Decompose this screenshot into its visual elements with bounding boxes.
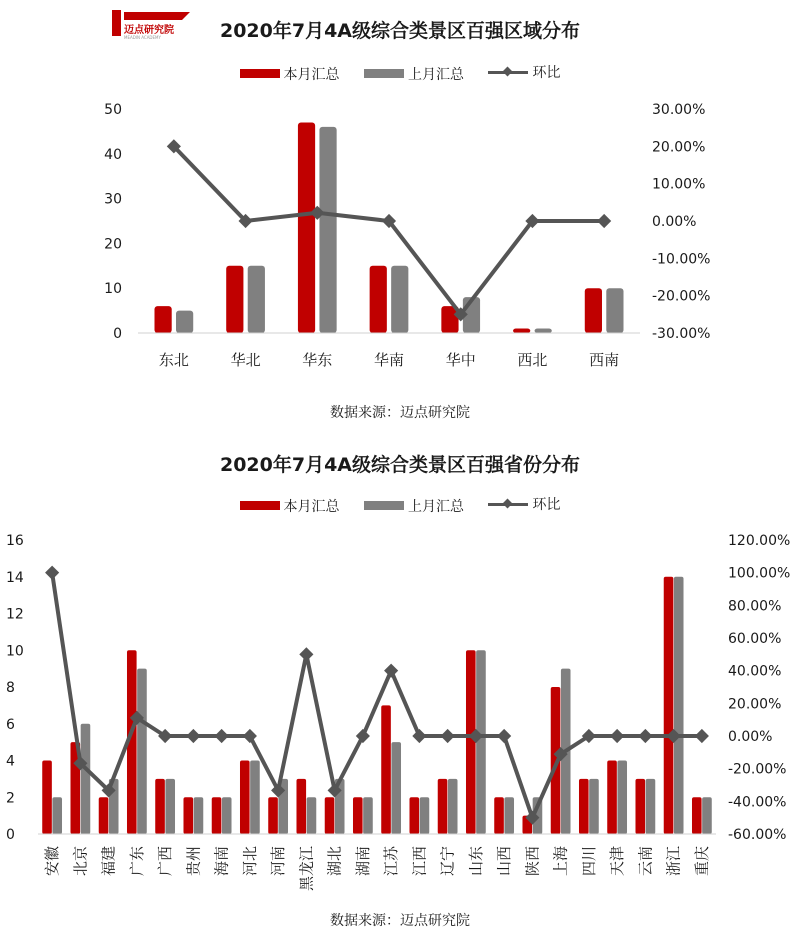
- x-tick-label: 黑龙江: [297, 846, 316, 892]
- bar-current: [466, 650, 476, 834]
- bar-previous: [222, 797, 232, 834]
- chart-plot: [0, 0, 800, 400]
- bar-previous: [702, 797, 712, 834]
- bar-previous: [176, 311, 193, 333]
- x-tick-label: 浙江: [664, 846, 683, 877]
- y-tick-label: 14: [6, 569, 24, 586]
- y-tick-label: 4: [6, 753, 15, 770]
- bar-current: [353, 797, 363, 834]
- ratio-point: [186, 729, 200, 743]
- bar-current: [381, 705, 391, 834]
- bar-previous: [606, 288, 623, 333]
- y-tick-label: 0: [113, 326, 122, 342]
- bar-current: [240, 761, 250, 835]
- y2-tick-label: 80.00%: [728, 598, 782, 615]
- bar-current: [212, 797, 222, 834]
- y2-tick-label: -10.00%: [652, 251, 711, 268]
- bar-previous: [52, 797, 62, 834]
- x-tick-label: 华北: [230, 351, 261, 369]
- ratio-point: [384, 664, 398, 678]
- y2-tick-label: 0.00%: [728, 729, 773, 745]
- y-tick-label: 2: [6, 790, 15, 807]
- x-tick-label: 西南: [589, 351, 620, 369]
- x-tick-label: 云南: [636, 846, 655, 877]
- ratio-point: [299, 647, 313, 661]
- ratio-point: [497, 729, 511, 743]
- y2-tick-label: 20.00%: [652, 139, 706, 156]
- y2-tick-label: -20.00%: [728, 761, 787, 778]
- x-tick-label: 陕西: [523, 846, 542, 877]
- x-tick-label: 四川: [579, 846, 598, 877]
- y-tick-label: 6: [6, 716, 15, 733]
- ratio-point: [215, 729, 229, 743]
- x-tick-label: 广东: [127, 846, 146, 877]
- y2-tick-label: -30.00%: [652, 326, 711, 342]
- logo-text: 迈点研究院: [124, 25, 174, 36]
- bar-current: [325, 797, 335, 834]
- legend-label: 上月汇总: [408, 498, 464, 515]
- x-tick-label: 北京: [71, 846, 90, 877]
- y-tick-label: 40: [104, 146, 122, 163]
- y-tick-label: 20: [104, 236, 122, 253]
- bar-previous: [363, 797, 373, 834]
- bar-current: [296, 779, 306, 834]
- x-tick-label: 华南: [373, 351, 405, 369]
- legend-label: 本月汇总: [283, 498, 340, 515]
- bar-current: [99, 797, 109, 834]
- x-tick-label: 上海: [551, 846, 570, 877]
- chart-title: 2020年7月4A级综合类景区百强省份分布: [219, 454, 581, 476]
- legend-label: 环比: [532, 497, 561, 513]
- x-tick-label: 贵州: [184, 846, 203, 877]
- x-tick-label: 华中: [445, 351, 476, 369]
- bar-current: [298, 122, 315, 333]
- bar-current: [635, 779, 645, 834]
- bar-current: [438, 779, 448, 834]
- bar-previous: [250, 761, 260, 835]
- y2-tick-label: 30.00%: [652, 102, 706, 118]
- x-tick-label: 安徽: [43, 846, 62, 877]
- ratio-point: [610, 729, 624, 743]
- bar-current: [579, 779, 589, 834]
- x-tick-label: 江西: [410, 846, 429, 877]
- bar-previous: [391, 266, 408, 333]
- data-source: 数据来源：迈点研究院: [330, 913, 470, 929]
- y-tick-label: 8: [6, 680, 15, 696]
- region-chart: [0, 0, 800, 430]
- x-tick-label: 福建: [99, 846, 118, 877]
- y-tick-label: 16: [6, 533, 24, 549]
- y2-tick-label: 20.00%: [728, 696, 782, 713]
- bar-previous: [504, 797, 514, 834]
- bar-previous: [194, 797, 204, 834]
- ratio-point: [597, 214, 611, 228]
- y-tick-label: 30: [104, 191, 122, 208]
- ratio-point: [45, 566, 59, 580]
- bar-previous: [248, 266, 265, 333]
- x-tick-label: 河北: [240, 846, 259, 877]
- bar-previous: [448, 779, 458, 834]
- y2-tick-label: 0.00%: [652, 214, 697, 230]
- x-tick-label: 湖北: [325, 846, 344, 877]
- x-tick-label: 山东: [466, 846, 485, 877]
- y-tick-label: 0: [6, 827, 15, 843]
- ratio-line: [52, 573, 702, 818]
- bar-previous: [81, 724, 91, 834]
- bar-previous: [646, 779, 656, 834]
- x-tick-label: 山西: [495, 846, 514, 877]
- x-tick-label: 东北: [158, 351, 189, 369]
- bar-previous: [617, 761, 627, 835]
- chart-title: 2020年7月4A级综合类景区百强区域分布: [219, 20, 581, 42]
- ratio-point: [638, 729, 652, 743]
- bar-current: [607, 761, 617, 835]
- y2-tick-label: -20.00%: [652, 288, 711, 305]
- bar-previous: [535, 329, 552, 333]
- province-chart: [0, 430, 800, 939]
- bar-current: [154, 306, 171, 333]
- bar-current: [513, 329, 530, 333]
- y2-tick-label: 40.00%: [728, 663, 782, 680]
- bar-current: [664, 577, 674, 834]
- ratio-point: [243, 729, 257, 743]
- y-tick-label: 10: [6, 643, 24, 660]
- bar-current: [155, 779, 165, 834]
- ratio-point: [441, 729, 455, 743]
- bar-previous: [165, 779, 175, 834]
- y2-tick-label: 60.00%: [728, 631, 782, 647]
- bar-current: [42, 761, 52, 835]
- x-tick-label: 湖南: [353, 846, 372, 877]
- x-tick-label: 西北: [517, 351, 548, 369]
- bar-previous: [420, 797, 430, 834]
- bar-previous: [137, 669, 147, 834]
- chart-plot: [0, 430, 800, 910]
- bar-previous: [674, 577, 684, 834]
- y-tick-label: 50: [104, 102, 122, 118]
- bar-current: [183, 797, 193, 834]
- ratio-point: [695, 729, 709, 743]
- x-tick-label: 华东: [302, 351, 333, 369]
- y2-tick-label: 10.00%: [652, 176, 706, 193]
- bar-previous: [476, 650, 486, 834]
- y2-tick-label: -60.00%: [728, 827, 787, 843]
- bar-current: [268, 797, 278, 834]
- y2-tick-label: 120.00%: [728, 533, 791, 549]
- x-tick-label: 重庆: [692, 846, 711, 877]
- bar-current: [370, 266, 387, 333]
- y2-tick-label: -40.00%: [728, 794, 787, 811]
- legend-label: 本月汇总: [283, 66, 340, 83]
- logo-subtext: MEADIN ACADEMY: [124, 35, 161, 40]
- bar-previous: [391, 742, 401, 834]
- x-tick-label: 天津: [608, 846, 627, 877]
- x-tick-label: 广西: [156, 846, 175, 877]
- ratio-point: [356, 729, 370, 743]
- y-tick-label: 10: [104, 281, 122, 298]
- ratio-point: [412, 729, 426, 743]
- bar-current: [494, 797, 504, 834]
- data-source: 数据来源：迈点研究院: [330, 405, 470, 421]
- x-tick-label: 海南: [212, 846, 231, 877]
- bar-current: [226, 266, 243, 333]
- bar-current: [409, 797, 419, 834]
- legend-label: 上月汇总: [408, 66, 464, 83]
- x-tick-label: 江苏: [382, 846, 401, 877]
- bar-current: [692, 797, 702, 834]
- bar-current: [585, 288, 602, 333]
- bar-previous: [589, 779, 599, 834]
- y-tick-label: 12: [6, 606, 24, 623]
- bar-previous: [307, 797, 317, 834]
- bar-previous: [319, 127, 336, 333]
- y2-tick-label: 100.00%: [728, 565, 791, 582]
- x-tick-label: 辽宁: [438, 846, 457, 877]
- legend-label: 环比: [532, 65, 561, 81]
- x-tick-label: 河南: [269, 846, 288, 877]
